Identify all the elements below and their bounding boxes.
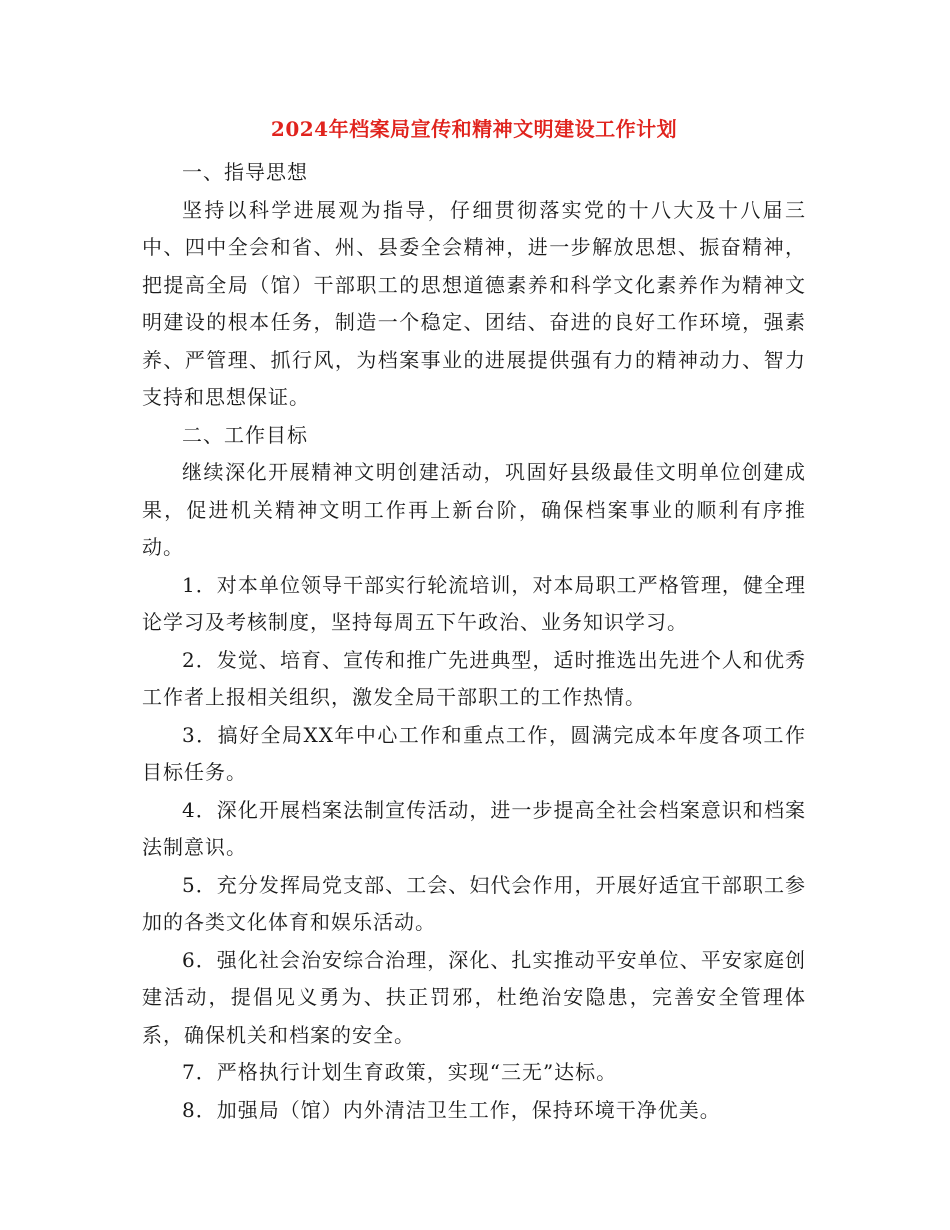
paragraph-guiding-ideology: 坚持以科学进展观为指导，仔细贯彻落实党的十八大及十八届三中、四中全会和省、州、县委全会精神，进一步解放思想、振奋精神，把提高全局（馆）干部职工的思想道德素养和科学文化素养作为精神文明建设的根本任务，制造一个稳定、团结、奋进的良好工作环境，强素养、严管理、抓行风，为档案事业的进展提供强有力的精神动力、智力支持和思想保证。 xyxy=(142,197,806,409)
list-item-goal-3: 3．搞好全局XX年中心工作和重点工作，圆满完成本年度各项工作目标任务。 xyxy=(142,722,806,784)
list-item-goal-6: 6．强化社会治安综合治理，深化、扎实推动平安单位、平安家庭创建活动，提倡见义勇为、扶正罚邪，杜绝治安隐患，完善安全管理体系，确保机关和档案的安全。 xyxy=(142,947,806,1047)
list-item-goal-4: 4．深化开展档案法制宣传活动，进一步提高全社会档案意识和档案法制意识。 xyxy=(142,797,806,859)
list-item-goal-2: 2．发觉、培育、宣传和推广先进典型，适时推选出先进个人和优秀工作者上报相关组织，激发全局干部职工的工作热情。 xyxy=(142,647,806,709)
list-item-goal-5: 5．充分发挥局党支部、工会、妇代会作用，开展好适宜干部职工参加的各类文化体育和娱乐活动。 xyxy=(142,872,806,934)
list-item-goal-8: 8．加强局（馆）内外清洁卫生工作，保持环境干净优美。 xyxy=(182,1097,721,1122)
section-heading-work-goals: 二、工作目标 xyxy=(182,422,308,447)
paragraph-work-goals-intro: 继续深化开展精神文明创建活动，巩固好县级最佳文明单位创建成果，促进机关精神文明工作再上新台阶，确保档案事业的顺利有序推动。 xyxy=(142,460,806,559)
list-item-goal-1: 1．对本单位领导干部实行轮流培训，对本局职工严格管理，健全理论学习及考核制度，坚持每周五下午政治、业务知识学习。 xyxy=(142,572,806,634)
section-heading-guiding-ideology: 一、指导思想 xyxy=(182,160,308,184)
document-body xyxy=(142,110,806,1129)
document-title: 2024年档案局宣传和精神文明建设工作计划 xyxy=(270,117,678,141)
list-item-goal-7: 7．严格执行计划生育政策，实现“三无”达标。 xyxy=(182,1060,618,1084)
